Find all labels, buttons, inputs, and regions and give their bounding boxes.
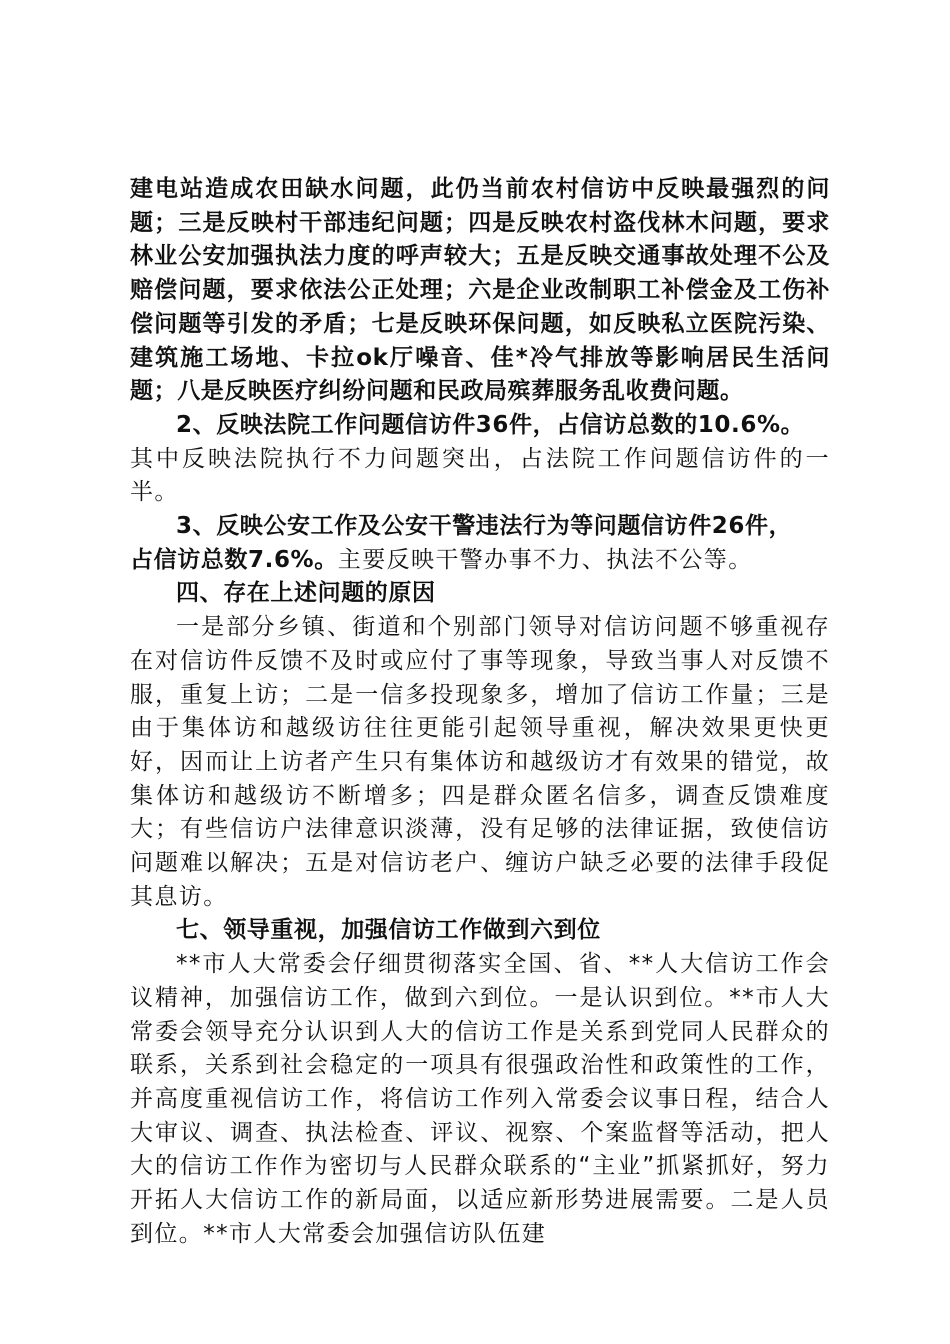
paragraph-police-detail [130, 544, 830, 578]
section-heading-causes: 四、存在上述问题的原因 [176, 580, 436, 607]
police-issues-text: 主要反映干警办事不力、执法不公等。 [337, 546, 753, 573]
paragraph-complaint-types: 建电站造成农田缺水问题，此仍当前农村信访中反映最强烈的问题；三是反映村干部违纪问题；四是反映农村盗伐林木问题，要求林业公安加强执法力度的呼声较大；五是反映交通事故处理不公及赔偿问题，要求依法公正处理；六是企业改制职工补偿金及工伤补偿问题等引发的矛盾；七是反映环保问题，如反映私立医院污染、建筑施工场地、卡拉ok厅噪音、佳*冷气排放等影响居民生活问题；八是反映医疗纠纷问题和民政局殡葬服务乱收费问题。 [130, 176, 830, 405]
paragraph-police-complaints: 3、反映公安工作及公安干警违法行为等问题信访件26件， [176, 513, 793, 540]
paragraph-court-complaints: 2、反映法院工作问题信访件36件，占信访总数的10.6%。 [176, 411, 805, 438]
paragraph-leadership: **市人大常委会仔细贯彻落实全国、省、**人大信访工作会议精神，加强信访工作，做到六到位。一是认识到位。**市人大常委会领导充分认识到人大的信访工作是关系到党同人民群众的联系，关系到社会稳定的一项具有很强政治性和政策性的工作，并高度重视信访工作，将信访工作列入常委会议事日程，结合人大审议、调查、执法检查、评议、视察、个案监督等活动，把人大的信访工作作为密切与人民群众联系的“主业”抓紧抓好，努力开拓人大信访工作的新局面，以适应新形势进展需要。二是人员到位。**市人大常委会加强信访队伍建 [130, 951, 830, 1247]
document-body [130, 173, 830, 1252]
section-heading-leadership: 七、领导重视，加强信访工作做到六到位 [176, 917, 601, 944]
police-share-text: 占信访总数7.6%。 [130, 546, 338, 573]
paragraph-causes: 一是部分乡镇、街道和个别部门领导对信访问题不够重视存在对信访件反馈不及时或应付了事等现象，导致当事人对反馈不服，重复上访；二是一信多投现象多，增加了信访工作量；三是由于集体访和越级访往往更能引起领导重视，解决效果更快更好，因而让上访者产生只有集体访和越级访才有效果的错觉，故集体访和越级访不断增多；四是群众匿名信多，调查反馈难度大；有些信访户法律意识淡薄，没有足够的法律证据，致使信访问题难以解决；五是对信访老户、缠访户缺乏必要的法律手段促其息访。 [130, 614, 830, 910]
paragraph-court-detail: 其中反映法院执行不力问题突出，占法院工作问题信访件的一半。 [130, 445, 830, 506]
